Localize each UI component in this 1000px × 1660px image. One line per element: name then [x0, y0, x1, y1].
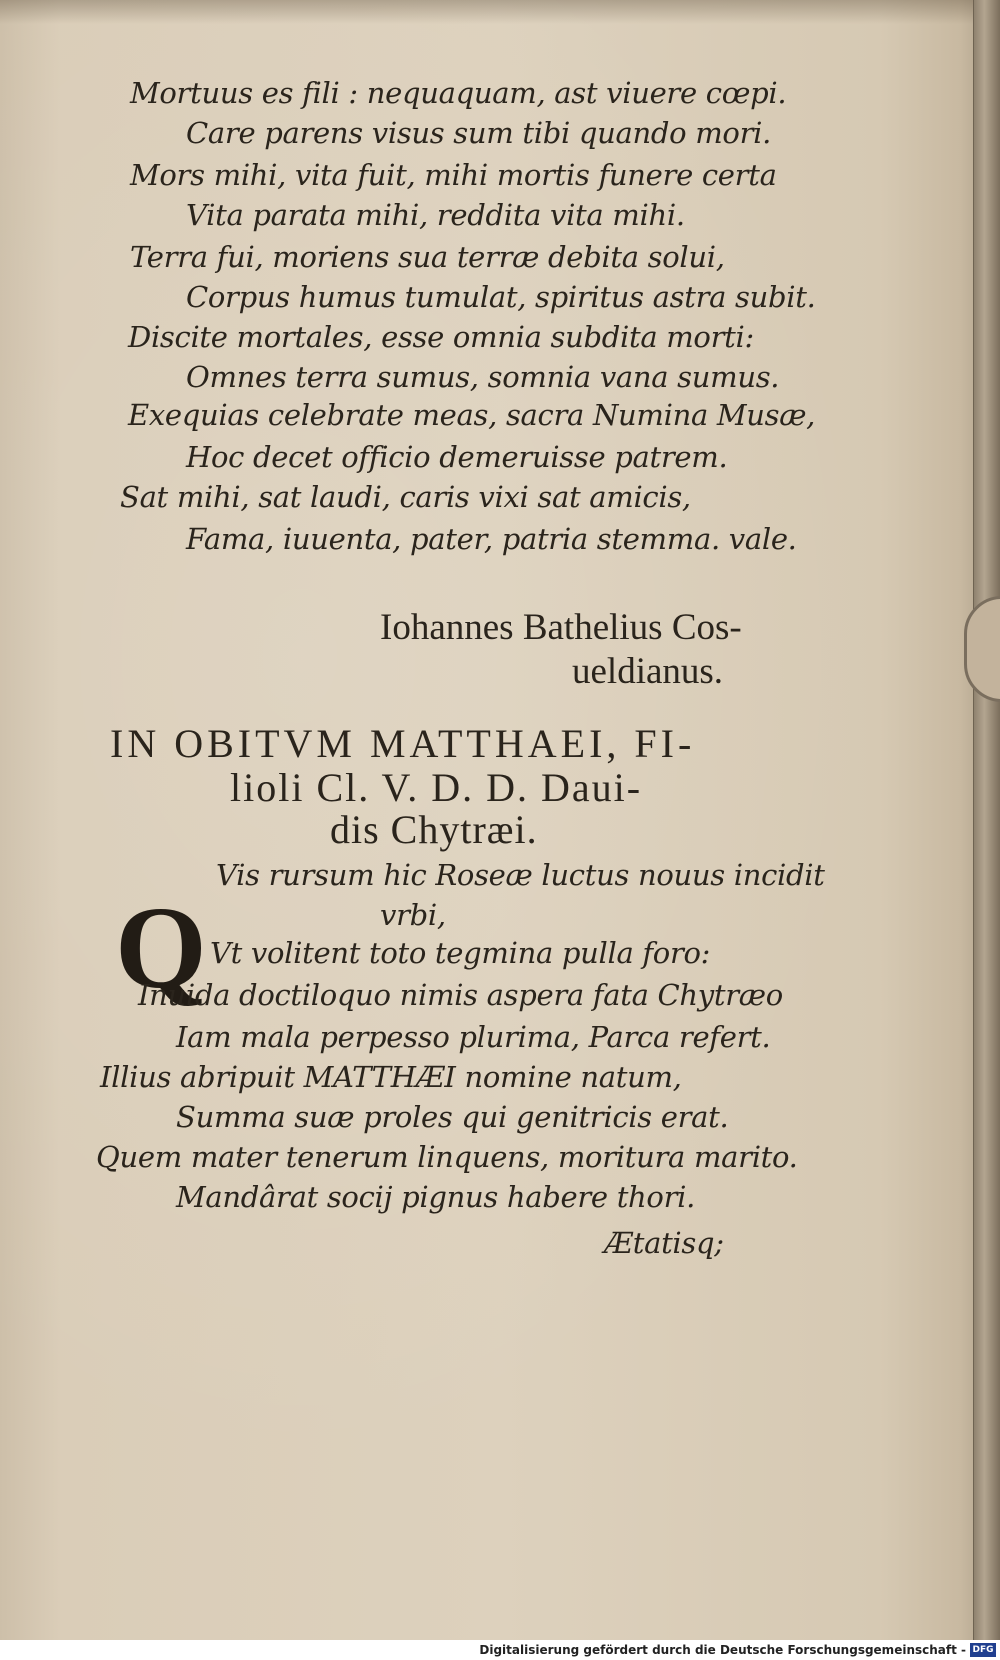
- poem1-line-2: Care parens visus sum tibi quando mori.: [186, 116, 772, 150]
- poem2-line-8: Mandârat socij pignus habere thori.: [176, 1180, 696, 1214]
- page-clip: [964, 596, 1000, 702]
- dfg-logo: DFG: [970, 1643, 996, 1657]
- heading-line-2: lioli Cl. V. D. D. Daui-: [230, 765, 643, 810]
- page-top-shadow: [0, 0, 1000, 24]
- poem2-line-4: Iam mala perpesso plurima, Parca refert.: [176, 1020, 771, 1054]
- poem2-line-3: Inuida doctiloquo nimis aspera fata Chytræo: [138, 978, 783, 1012]
- poem2-line-2: Vt volitent toto tegmina pulla foro:: [210, 936, 711, 970]
- poem1-line-3: Mors mihi, vita fuit, mihi mortis funere certa: [130, 158, 777, 192]
- drop-cap: Q: [115, 882, 207, 1013]
- poem2-line-5: Illius abripuit MATTHÆI nomine natum,: [100, 1060, 682, 1094]
- poem1-line-5: Terra fui, moriens sua terræ debita solui,: [130, 240, 725, 274]
- page-fore-edge: [973, 0, 1000, 1640]
- poem1-line-12: Fama, iuuenta, pater, patria stemma. vale.: [186, 522, 797, 556]
- poem2-line-6: Summa suæ proles qui genitricis erat.: [176, 1100, 729, 1134]
- poem2-line-7: Quem mater tenerum linquens, moritura marito.: [96, 1140, 798, 1174]
- signature-line-2: ueldianus.: [572, 651, 724, 692]
- poem1-line-8: Omnes terra sumus, somnia vana sumus.: [186, 360, 780, 394]
- poem1-line-11: Sat mihi, sat laudi, caris vixi sat amicis,: [120, 480, 691, 514]
- poem2-line-1-cont: vrbi,: [380, 898, 446, 932]
- catchword: Ætatisq;: [604, 1226, 724, 1260]
- digitization-credit: Digitalisierung gefördert durch die Deutsche Forschungsgemeinschaft -: [479, 1643, 966, 1657]
- poem2-line-1: Vis rursum hic Roseæ luctus nouus incidit: [216, 858, 825, 892]
- heading-line-1: IN OBITVM MATTHAEI, FI-: [110, 721, 696, 766]
- poem1-line-9: Exequias celebrate meas, sacra Numina Musæ,: [128, 398, 816, 432]
- poem1-line-7: Discite mortales, esse omnia subdita morti:: [128, 320, 754, 354]
- poem1-line-6: Corpus humus tumulat, spiritus astra subit.: [186, 280, 816, 314]
- poem1-line-4: Vita parata mihi, reddita vita mihi.: [186, 198, 685, 232]
- poem1-line-10: Hoc decet officio demeruisse patrem.: [186, 440, 728, 474]
- heading-line-3: dis Chytræi.: [330, 807, 538, 852]
- signature-line-1: Iohannes Bathelius Cos-: [380, 607, 742, 648]
- poem1-line-1: Mortuus es fili : nequaquam, ast viuere cœpi.: [130, 76, 787, 110]
